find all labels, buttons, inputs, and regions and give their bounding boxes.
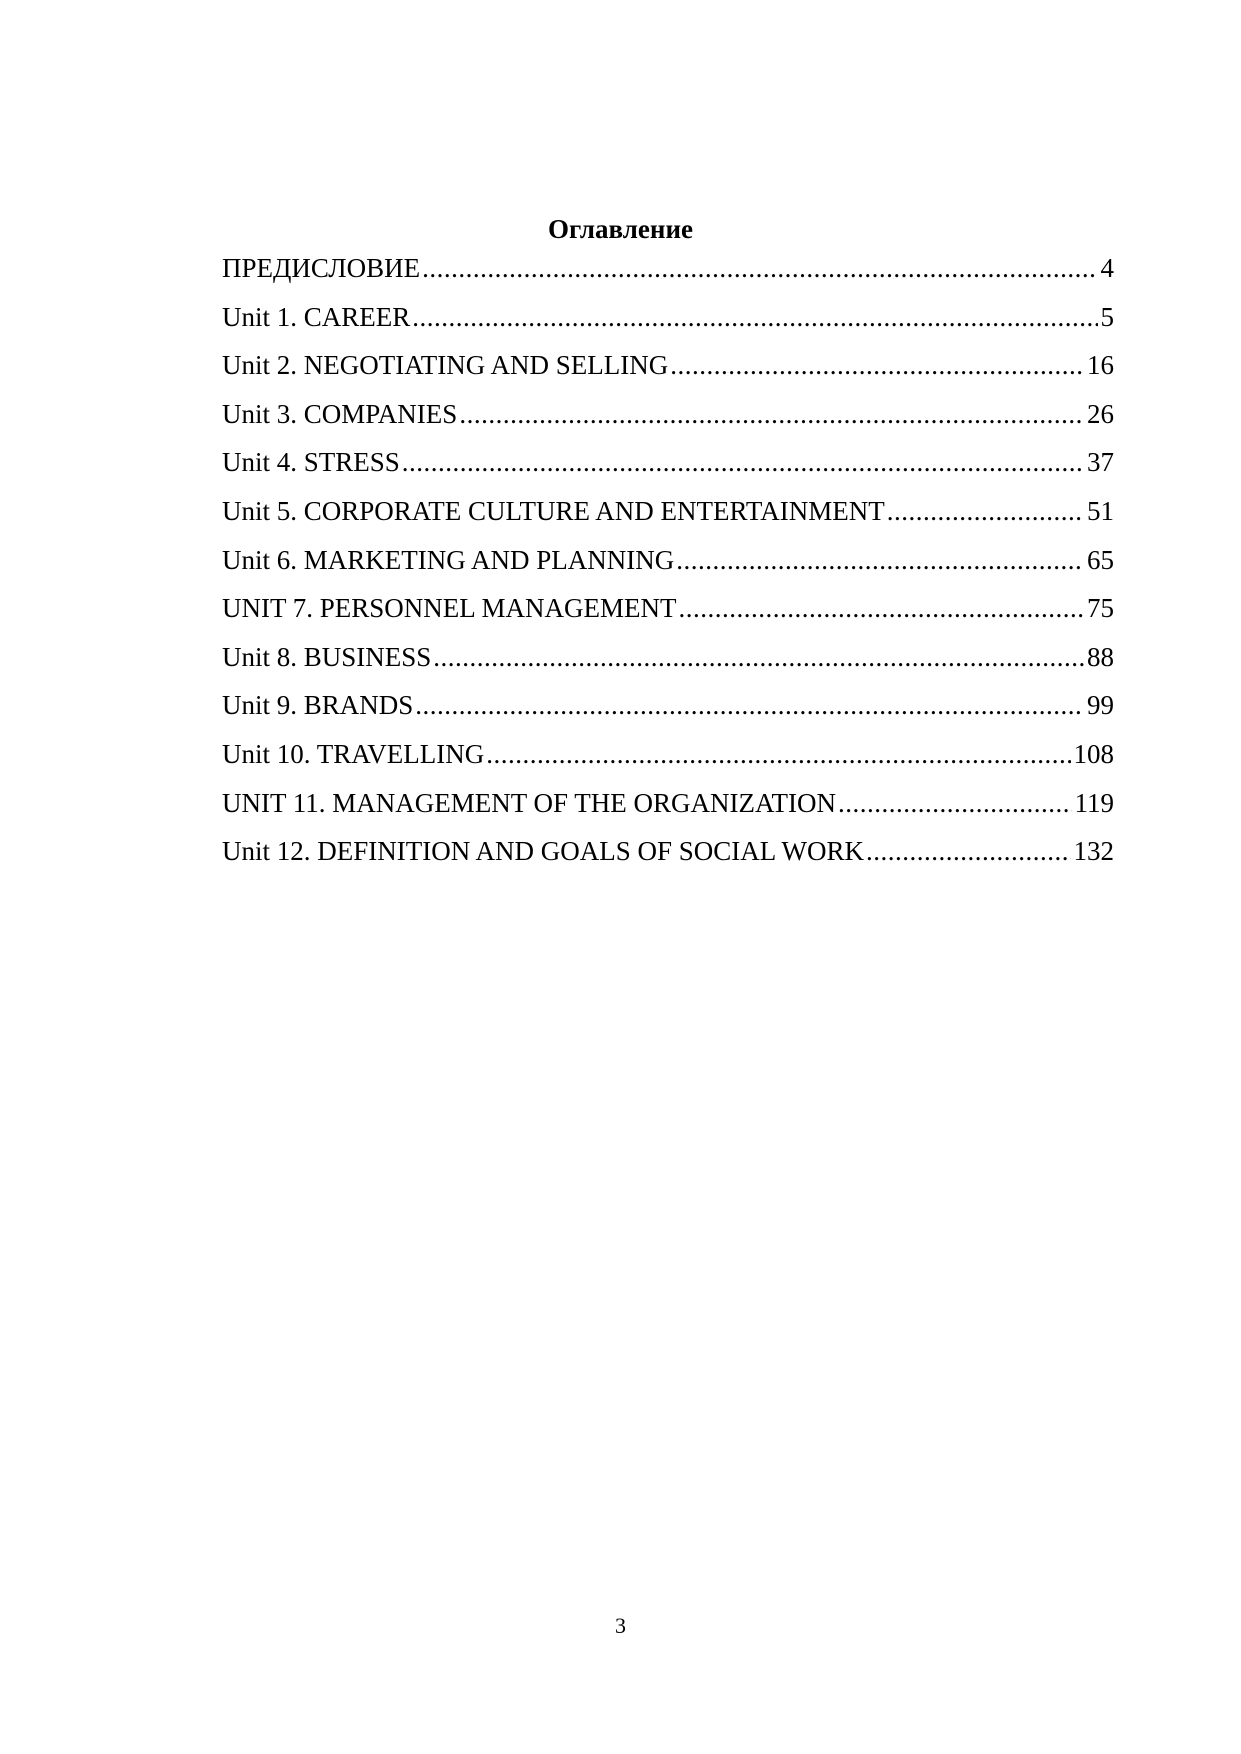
toc-dot-leader (670, 348, 1084, 382)
toc-entry-page: 132 (1073, 836, 1114, 867)
toc-entry-page: 99 (1087, 690, 1114, 721)
toc-entry-unit-2[interactable] (222, 348, 1114, 397)
toc-entry-unit-10[interactable] (222, 737, 1114, 786)
toc-entry-unit-5[interactable] (222, 494, 1114, 543)
toc-entry-page: 119 (1074, 787, 1114, 818)
toc-dot-leader (676, 543, 1084, 577)
toc-dot-leader (415, 688, 1084, 722)
toc-entry-unit-1[interactable] (222, 300, 1114, 349)
table-of-contents (222, 251, 1114, 883)
toc-title: Оглавление (548, 214, 693, 244)
toc-entry-page: 37 (1087, 447, 1114, 478)
toc-dot-leader (887, 494, 1084, 528)
toc-entry-page: 88 (1087, 641, 1114, 672)
toc-entry-label: UNIT 11. MANAGEMENT OF THE ORGANIZATION (222, 787, 836, 818)
toc-entry-unit-11[interactable] (222, 786, 1114, 835)
toc-entry-label: ПРЕДИСЛОВИЕ (222, 253, 421, 283)
toc-entry-page: 51 (1087, 495, 1114, 526)
toc-entry-page: 4 (1100, 253, 1114, 283)
toc-entry-unit-12[interactable] (222, 834, 1114, 883)
toc-entry-unit-4[interactable] (222, 445, 1114, 494)
toc-entry-page: 26 (1087, 398, 1114, 429)
toc-dot-leader (838, 786, 1072, 820)
toc-entry-unit-8[interactable] (222, 640, 1114, 689)
toc-dot-leader (486, 737, 1070, 771)
toc-entry-page: 5 (1100, 301, 1114, 332)
toc-entry-label: Unit 1. CAREER (222, 301, 411, 332)
toc-dot-leader (679, 591, 1085, 625)
toc-entry-unit-9[interactable] (222, 688, 1114, 737)
toc-entry-label: Unit 4. STRESS (222, 447, 400, 478)
toc-entry-label: Unit 8. BUSINESS (222, 641, 432, 672)
toc-entry-page: 108 (1073, 738, 1114, 769)
toc-dot-leader (866, 834, 1070, 868)
toc-dot-leader (402, 445, 1084, 479)
toc-entry-unit-7[interactable] (222, 591, 1114, 640)
toc-entry-label: UNIT 7. PERSONNEL MANAGEMENT (222, 593, 677, 624)
toc-entry-preface[interactable] (222, 251, 1114, 300)
toc-entry-label: Unit 3. COMPANIES (222, 398, 458, 429)
toc-entry-unit-6[interactable] (222, 543, 1114, 592)
toc-entry-label: Unit 9. BRANDS (222, 690, 414, 721)
toc-entry-page: 16 (1087, 350, 1114, 381)
toc-entry-label: Unit 12. DEFINITION AND GOALS OF SOCIAL WORK (222, 836, 865, 867)
toc-entry-unit-3[interactable] (222, 397, 1114, 446)
toc-entry-label: Unit 6. MARKETING AND PLANNING (222, 544, 675, 575)
toc-dot-leader (459, 397, 1084, 431)
toc-dot-leader (433, 640, 1084, 674)
toc-entry-label: Unit 2. NEGOTIATING AND SELLING (222, 350, 669, 381)
toc-dot-leader (412, 300, 1097, 334)
toc-dot-leader (422, 251, 1097, 285)
page-number: 3 (615, 1613, 626, 1638)
toc-entry-page: 65 (1087, 544, 1114, 575)
toc-entry-page: 75 (1087, 593, 1114, 624)
toc-entry-label: Unit 10. TRAVELLING (222, 738, 485, 769)
toc-entry-label: Unit 5. CORPORATE CULTURE AND ENTERTAINMENT (222, 495, 885, 526)
